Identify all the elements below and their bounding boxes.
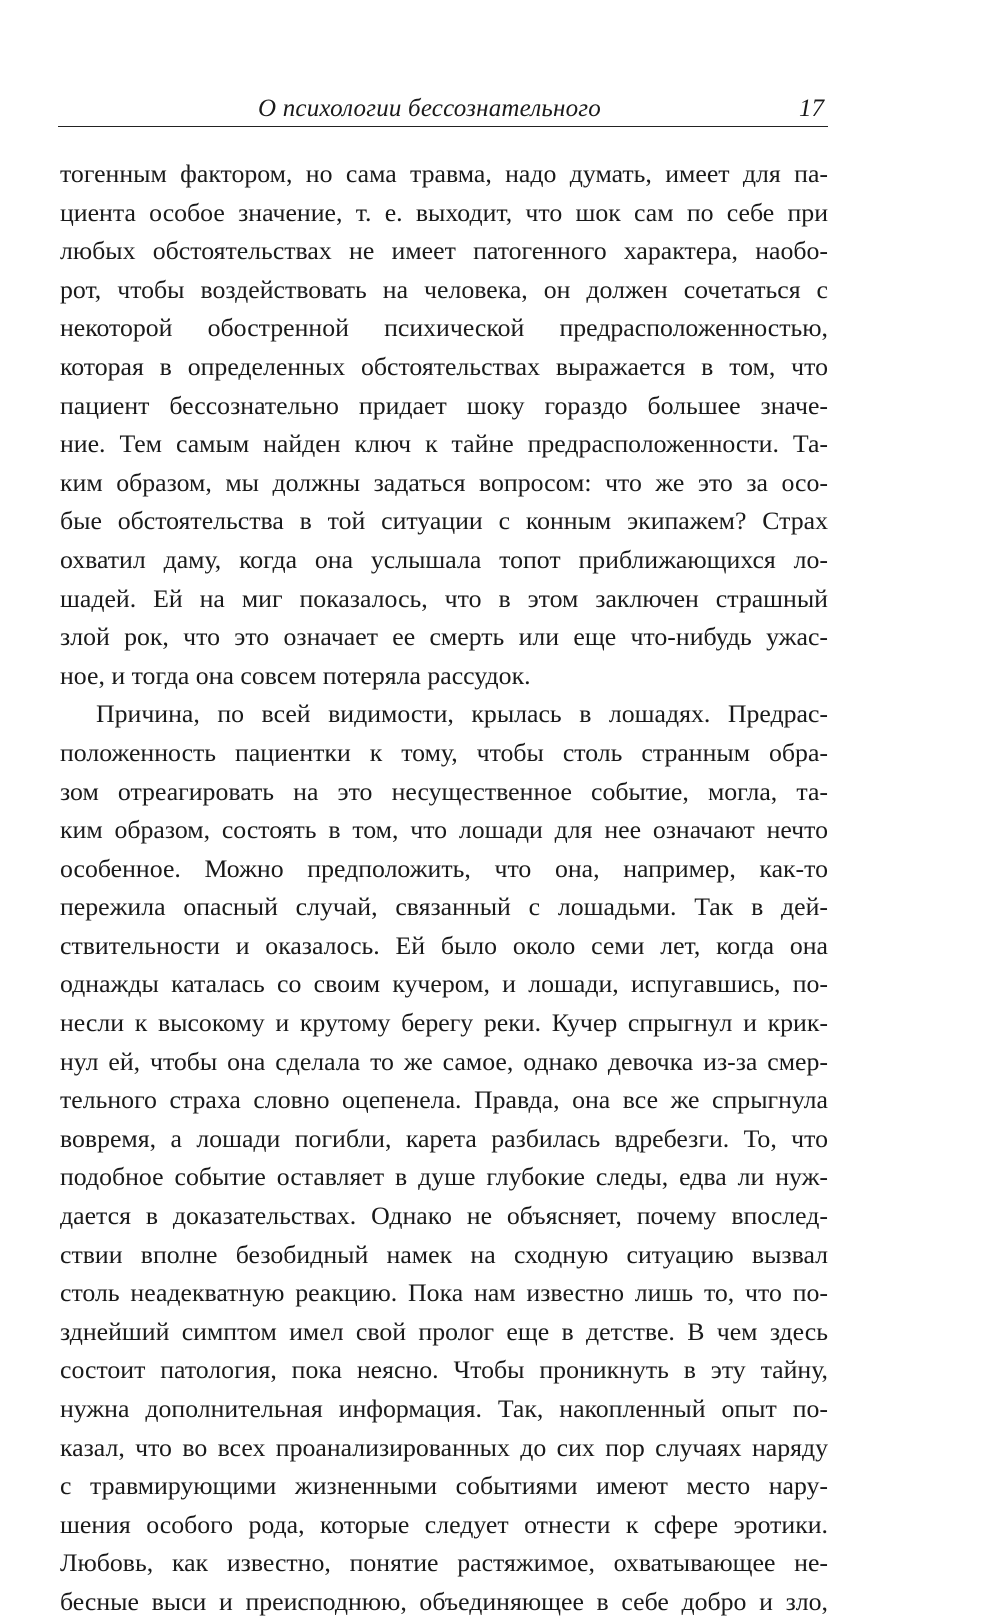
text-line: состоит патология, пока неясно. Чтобы проникнуть в эту тайну, — [60, 1355, 828, 1385]
text-line: некоторой обостренной психической предрасположенностью, — [60, 313, 828, 343]
text-line: Любовь, как известно, понятие растяжимое, охватывающее не- — [60, 1548, 828, 1578]
text-line: охватил даму, когда она услышала топот приближающихся ло- — [60, 544, 828, 574]
running-header — [58, 92, 828, 127]
text-line: казал, что во всех проанализированных до сих пор случаях наряду — [60, 1432, 828, 1462]
text-line: шадей. Ей на миг показалось, что в этом заключен страшный — [60, 583, 828, 613]
text-line: ким образом, мы должны задаться вопросом: что же это за осо- — [60, 467, 828, 497]
text-line: ствии вполне безобидный намек на сходную ситуацию вызвал — [60, 1239, 828, 1269]
running-title: О психологии бессознательного — [258, 95, 601, 122]
text-line: бесные выси и преисподнюю, объединяющее в себе добро и зло, — [60, 1586, 828, 1616]
text-line: Причина, по всей видимости, крылась в лошадях. Предрас- — [96, 699, 828, 729]
text-line: нул ей, чтобы она сделала то же самое, однако девочка из-за смер- — [60, 1046, 828, 1076]
text-line: шения особого рода, которые следует отнести к сфере эротики. — [60, 1509, 828, 1539]
paragraph-2 — [60, 695, 828, 1621]
text-line: бые обстоятельства в той ситуации с конным экипажем? Страх — [60, 506, 828, 536]
text-line: ким образом, состоять в том, что лошади для нее означают нечто — [60, 815, 828, 845]
text-line: ное, и тогда она совсем потеряла рассудок. — [60, 660, 531, 690]
text-line: столь неадекватную реакцию. Пока нам известно лишь то, что по- — [60, 1278, 828, 1308]
text-line: особенное. Можно предположить, что она, например, как-то — [60, 853, 828, 883]
text-line: дается в доказательствах. Однако не объясняет, почему впослед- — [60, 1201, 828, 1231]
text-line: подобное событие оставляет в душе глубокие следы, едва ли нуж- — [60, 1162, 828, 1192]
text-line: любых обстоятельствах не имеет патогенного характера, наобо- — [60, 236, 828, 266]
paragraph-1 — [60, 155, 828, 695]
text-line: вовремя, а лошади погибли, карета разбилась вдребезги. То, что — [60, 1123, 828, 1153]
page-number: 17 — [799, 95, 824, 122]
text-line: тельного страха словно оцепенела. Правда, она все же спрыгнула — [60, 1085, 828, 1115]
body-text — [60, 155, 828, 1622]
text-line: рот, чтобы воздействовать на человека, он должен сочетаться с — [60, 274, 828, 304]
text-line: зднейший симптом имел свой пролог еще в детстве. В чем здесь — [60, 1316, 828, 1346]
text-line: злой рок, что это означает ее смерть или еще что-нибудь ужас- — [60, 622, 828, 652]
text-line: несли к высокому и крутому берегу реки. Кучер спрыгнул и крик- — [60, 1008, 828, 1038]
text-line: положенность пациентки к тому, чтобы столь странным обра- — [60, 737, 828, 767]
text-line: циента особое значение, т. е. выходит, что шок сам по себе при — [60, 197, 828, 227]
text-line: зом отреагировать на это несущественное событие, могла, та- — [60, 776, 828, 806]
text-line: ние. Тем самым найден ключ к тайне предрасположенности. Та- — [60, 429, 828, 459]
text-line: однажды каталась со своим кучером, и лошади, испугавшись, по- — [60, 969, 828, 999]
text-line: которая в определенных обстоятельствах выражается в том, что — [60, 351, 828, 381]
text-line: ствительности и оказалось. Ей было около семи лет, когда она — [60, 930, 828, 960]
text-line: пациент бессознательно придает шоку гораздо большее значе- — [60, 390, 828, 420]
text-line: с травмирующими жизненными событиями имеют место нару- — [60, 1471, 828, 1501]
text-line: нужна дополнительная информация. Так, накопленный опыт по- — [60, 1394, 828, 1423]
text-line: тогенным фактором, но сама травма, надо думать, имеет для па- — [60, 159, 828, 188]
text-line: пережила опасный случай, связанный с лошадьми. Так в дей- — [60, 892, 828, 922]
